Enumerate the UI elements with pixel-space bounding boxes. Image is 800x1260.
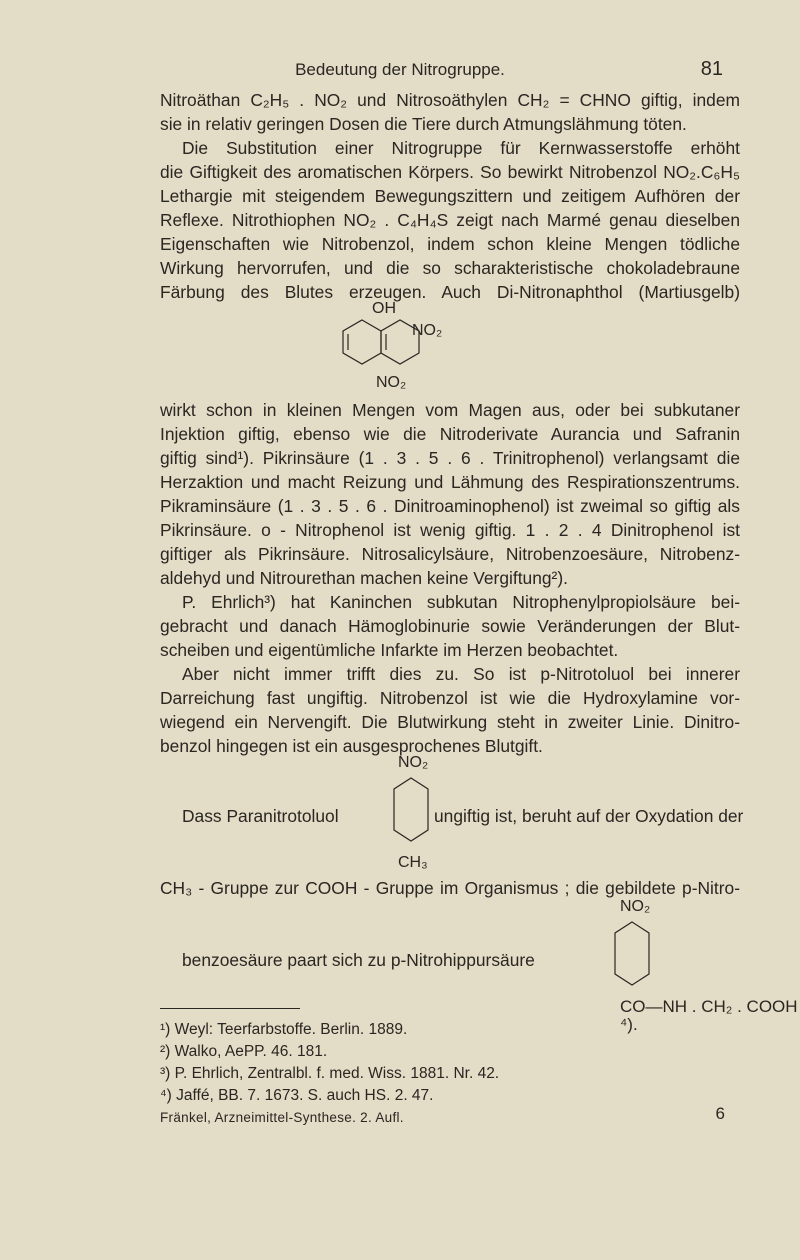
chem-label-ch3: CH₃ bbox=[398, 854, 428, 871]
text-line: scheiben und eigentümliche Infarkte im Herzen beobachtet. bbox=[160, 640, 619, 660]
text-line: wiegend ein Nervengift. Die Blutwirkung steht in zweiter Linie. Dinitro- bbox=[160, 712, 740, 732]
text-line: Eigenschaften wie Nitrobenzol, indem schon kleine Mengen tödliche bbox=[160, 234, 740, 254]
text-line: benzoesäure paart sich zu p-Nitrohippursäure bbox=[182, 950, 535, 970]
chem-label-side-chain: CO—NH . CH₂ . COOH ⁴). bbox=[620, 997, 798, 1034]
footnote: ²) Walko, AePP. 46. 181. bbox=[160, 1043, 328, 1060]
text-line: Färbung des Blutes erzeugen. Auch Di-Nitronaphthol (Martiusgelb) bbox=[160, 282, 740, 302]
text-line: Darreichung fast ungiftig. Nitrobenzol ist wie die Hydroxylamine vor- bbox=[160, 688, 740, 708]
text-line: Reflexe. Nitrothiophen NO₂ . C₄H₄S zeigt nach Marmé genau dieselben bbox=[160, 210, 740, 230]
text-line: wirkt schon in kleinen Mengen vom Magen aus, oder bei subkutaner bbox=[160, 400, 740, 420]
text-line: CH₃ - Gruppe zur COOH - Gruppe im Organismus ; die gebildete p-Nitro- bbox=[160, 878, 740, 898]
text-line: P. Ehrlich³) hat Kaninchen subkutan Nitrophenylpropiolsäure bei- bbox=[182, 592, 740, 612]
running-header: Bedeutung der Nitrogruppe. bbox=[295, 60, 505, 79]
text-line: die Giftigkeit des aromatischen Körpers. So bewirkt Nitrobenzol NO₂.C₆H₅ bbox=[160, 162, 740, 182]
text-line: Injektion giftig, ebenso wie die Nitroderivate Aurancia und Safranin bbox=[160, 424, 740, 444]
text-line: Aber nicht immer trifft dies zu. So ist p-Nitrotoluol bei innerer bbox=[182, 664, 740, 684]
text-line: Pikraminsäure (1 . 3 . 5 . 6 . Dinitroaminophenol) ist zweimal so giftig als bbox=[160, 496, 740, 516]
text-line: Dass Paranitrotoluol bbox=[182, 806, 339, 826]
text-line: gebracht und danach Hämoglobinurie sowie Veränderungen der Blut- bbox=[160, 616, 740, 636]
chem-label-no2: NO₂ bbox=[412, 322, 443, 339]
footnote: ¹) Weyl: Teerfarbstoffe. Berlin. 1889. bbox=[160, 1021, 408, 1038]
text-line: Lethargie mit steigendem Bewegungszittern und zeitigem Aufhören der bbox=[160, 186, 740, 206]
chem-label-no2: NO₂ bbox=[620, 898, 651, 915]
page-number: 81 bbox=[700, 58, 723, 80]
footnote-rule bbox=[160, 1008, 300, 1009]
signature-number: 6 bbox=[715, 1104, 725, 1123]
footnote: ⁴) Jaffé, BB. 7. 1673. S. auch HS. 2. 47. bbox=[160, 1087, 434, 1104]
text-line: Herzaktion und macht Reizung und Lähmung des Respirationszentrums. bbox=[160, 472, 740, 492]
text-line: aldehyd und Nitrourethan machen keine Vergiftung²). bbox=[160, 568, 568, 588]
chem-label-no2: NO₂ bbox=[376, 374, 407, 391]
text-line: giftiger als Pikrinsäure. Nitrosalicylsäure, Nitrobenzoesäure, Nitrobenz- bbox=[160, 544, 740, 564]
page-footer: Fränkel, Arzneimittel-Synthese. 2. Aufl. bbox=[160, 1110, 404, 1125]
footnote: ³) P. Ehrlich, Zentralbl. f. med. Wiss. 1881. Nr. 42. bbox=[160, 1065, 500, 1082]
text-line: Die Substitution einer Nitrogruppe für Kernwasserstoffe erhöht bbox=[182, 138, 740, 158]
text-line: Nitroäthan C₂H₅ . NO₂ und Nitrosoäthylen CH₂ = CHNO giftig, indem bbox=[160, 90, 740, 110]
chem-label-no2: NO₂ bbox=[398, 754, 429, 771]
text-line: Wirkung hervorrufen, und die so scharakteristische chokoladebraune bbox=[160, 258, 740, 278]
text-line: Pikrinsäure. o - Nitrophenol ist wenig giftig. 1 . 2 . 4 Dinitrophenol ist bbox=[160, 520, 740, 540]
text-line: benzol hingegen ist ein ausgesprochenes Blutgift. bbox=[160, 736, 543, 756]
text-line: sie in relativ geringen Dosen die Tiere durch Atmungslähmung töten. bbox=[160, 114, 687, 134]
chem-label-oh: OH bbox=[372, 300, 396, 317]
text-line: ungiftig ist, beruht auf der Oxydation der bbox=[434, 806, 744, 826]
text-line: giftig sind¹). Pikrinsäure (1 . 3 . 5 . 6 . Trinitrophenol) verlangsamt die bbox=[160, 448, 740, 468]
